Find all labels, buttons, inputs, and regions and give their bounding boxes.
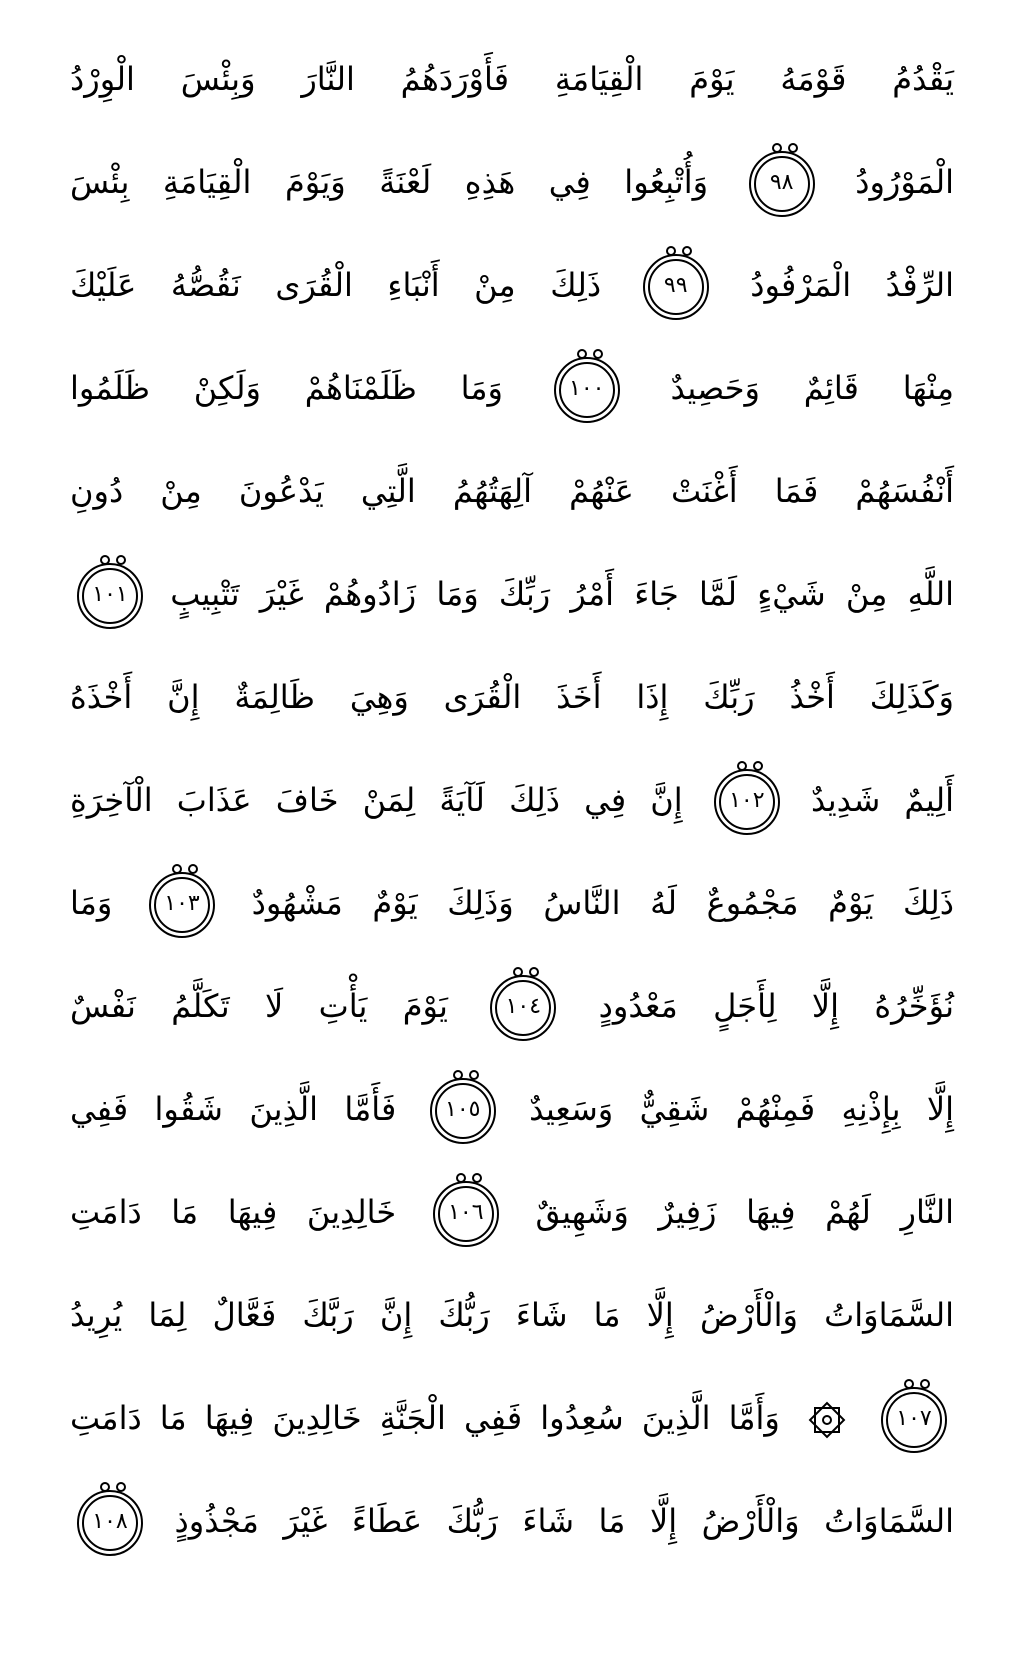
verse-text: فَأَمَّا الَّذِينَ شَقُوا فَفِي [70, 1090, 397, 1128]
ayah-number: ١٠١ [92, 582, 128, 607]
ayah-end-marker [435, 1083, 491, 1139]
verse-text: يَقْدُمُ قَوْمَهُ يَوْمَ الْقِيَامَةِ فَأَوْرَدَهُمُ النَّارَ وَبِئْسَ الْوِرْدُ [70, 60, 954, 98]
rub-el-hizb-icon [808, 1401, 846, 1439]
verse-text: وَكَذَلِكَ أَخْذُ رَبِّكَ إِذَا أَخَذَ الْقُرَى وَهِيَ ظَالِمَةٌ إِنَّ أَخْذَهُ [70, 678, 954, 716]
verse-text: إِنَّ فِي ذَلِكَ لَآيَةً لِمَنْ خَافَ عَذَابَ الْآخِرَةِ [70, 781, 683, 819]
verse-text: ذَلِكَ مِنْ أَنْبَاءِ الْقُرَى نَقُصُّهُ عَلَيْكَ [70, 266, 602, 304]
text-line [70, 1264, 954, 1367]
verse-text: السَّمَاوَاتُ وَالْأَرْضُ إِلَّا مَا شَاءَ رَبُّكَ إِنَّ رَبَّكَ فَعَّالٌ لِمَا يُرِيدُ [70, 1296, 954, 1334]
ayah-end-marker [495, 980, 551, 1036]
verse-text: الْمَوْرُودُ [855, 163, 955, 201]
verse-text: ذَلِكَ يَوْمٌ مَجْمُوعٌ لَهُ النَّاسُ وَذَلِكَ يَوْمٌ مَشْهُودٌ [251, 884, 955, 922]
verse-text: خَالِدِينَ فِيهَا مَا دَامَتِ [70, 1193, 397, 1231]
text-line [70, 543, 954, 646]
verse-text: أَنْفُسَهُمْ فَمَا أَغْنَتْ عَنْهُمْ آلِهَتُهُمُ الَّتِي يَدْعُونَ مِنْ دُونِ [70, 472, 954, 510]
ayah-number: ١٠٢ [729, 788, 765, 813]
text-line [70, 131, 954, 234]
verse-text: الرِّفْدُ الْمَرْفُودُ [750, 266, 955, 304]
ayah-end-marker [82, 1495, 138, 1551]
text-line [70, 1058, 954, 1161]
verse-text: إِلَّا بِإِذْنِهِ فَمِنْهُمْ شَقِيٌّ وَسَعِيدٌ [529, 1090, 955, 1128]
text-line [70, 234, 954, 337]
verse-text: مِنْهَا قَائِمٌ وَحَصِيدٌ [670, 369, 955, 407]
ayah-number: ١٠٦ [448, 1200, 484, 1225]
ayah-number: ١٠٧ [896, 1406, 932, 1431]
ayah-end-marker [648, 259, 704, 315]
ayah-number: ١٠٣ [164, 891, 200, 916]
text-line [70, 337, 954, 440]
ayah-end-marker [754, 156, 810, 212]
ayah-end-marker [154, 877, 210, 933]
verse-text: النَّارِ لَهُمْ فِيهَا زَفِيرٌ وَشَهِيقٌ [535, 1193, 955, 1231]
verse-text: وَمَا ظَلَمْنَاهُمْ وَلَكِنْ ظَلَمُوا [70, 369, 503, 407]
ayah-end-marker [559, 362, 615, 418]
text-line [70, 28, 954, 131]
verse-text: يَوْمَ يَأْتِ لَا تَكَلَّمُ نَفْسٌ [70, 987, 448, 1025]
ayah-end-marker [438, 1186, 494, 1242]
ayah-end-marker [886, 1392, 942, 1448]
verse-text: وَأَمَّا الَّذِينَ سُعِدُوا فَفِي الْجَنَّةِ خَالِدِينَ فِيهَا مَا دَامَتِ [70, 1399, 780, 1437]
text-line [70, 440, 954, 543]
rub-el-hizb-center-dot [822, 1415, 832, 1425]
text-line [70, 749, 954, 852]
ayah-number: ٩٩ [663, 273, 688, 298]
ayah-number: ٩٨ [769, 170, 794, 195]
verse-text: وَمَا [70, 884, 113, 922]
verse-text: أَلِيمٌ شَدِيدٌ [810, 781, 955, 819]
ayah-number: ١٠٥ [445, 1097, 481, 1122]
verse-text: وَأُتْبِعُوا فِي هَذِهِ لَعْنَةً وَيَوْمَ الْقِيَامَةِ بِئْسَ [70, 163, 709, 201]
text-line [70, 1161, 954, 1264]
verse-text: اللَّهِ مِنْ شَيْءٍ لَمَّا جَاءَ أَمْرُ رَبِّكَ وَمَا زَادُوهُمْ غَيْرَ تَتْبِيبٍ [170, 575, 955, 613]
verse-text: السَّمَاوَاتُ وَالْأَرْضُ إِلَّا مَا شَاءَ رَبُّكَ عَطَاءً غَيْرَ مَجْذُوذٍ [174, 1502, 955, 1540]
text-line [70, 1470, 954, 1573]
ayah-end-marker [82, 568, 138, 624]
text-line [70, 1367, 954, 1470]
text-line [70, 955, 954, 1058]
verse-text: نُؤَخِّرُهُ إِلَّا لِأَجَلٍ مَعْدُودٍ [598, 987, 955, 1025]
ayah-number: ١٠٠ [569, 376, 605, 401]
ayah-number: ١٠٤ [505, 994, 542, 1019]
ayah-number: ١٠٨ [92, 1509, 128, 1534]
ayah-end-marker [719, 774, 775, 830]
text-line [70, 852, 954, 955]
text-line [70, 646, 954, 749]
